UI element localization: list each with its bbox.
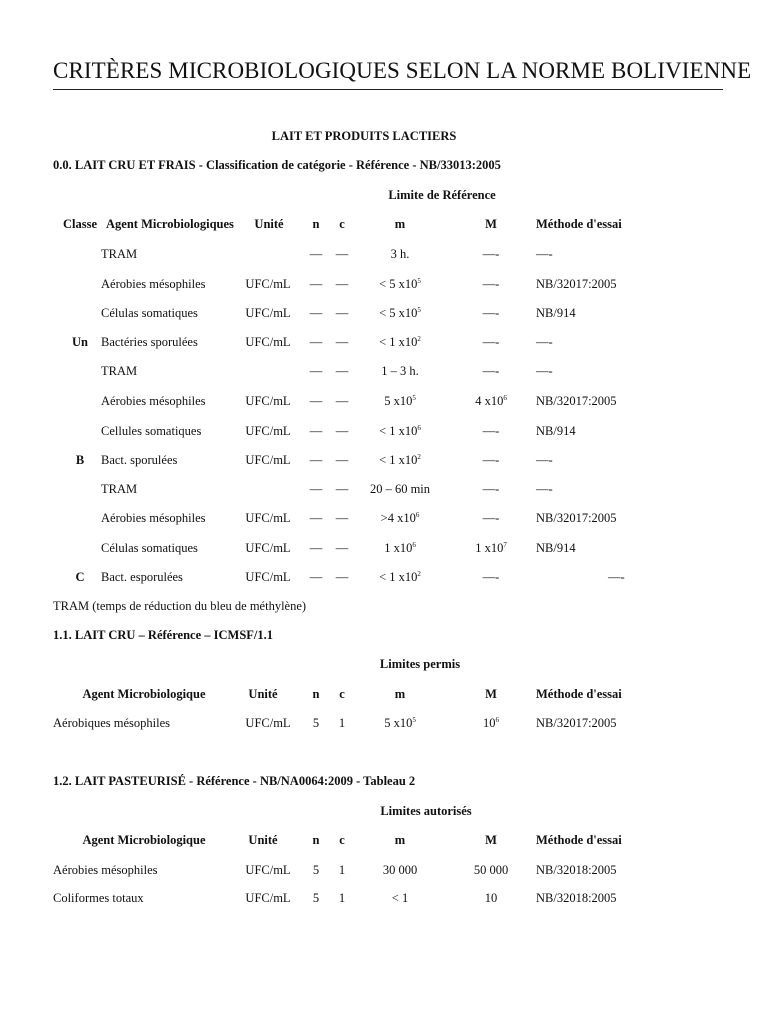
cell-M: [475, 394, 507, 409]
cell-agent: [101, 306, 198, 321]
cell-M-text: 10: [484, 891, 498, 905]
cell-n: [310, 482, 323, 497]
cell-unite: [245, 541, 290, 556]
cell-n: [310, 424, 323, 439]
cell-agent-text: Aérobies mésophiles: [101, 511, 206, 525]
cell-m-text: < 5 x10: [379, 277, 418, 291]
cell-methode-text: NB/914: [536, 541, 576, 555]
cell-M-text: —-: [482, 453, 500, 467]
cell-c-text: —: [335, 394, 349, 408]
cell-c-text: 1: [338, 891, 346, 905]
cell-c-text: —: [335, 453, 349, 467]
cell-methode-text: —-: [536, 247, 553, 261]
cell-n: [310, 453, 323, 468]
cell-agent: [101, 277, 206, 292]
cell-agent: [101, 424, 201, 439]
cell-unite-text: UFC/mL: [245, 306, 291, 320]
cell-unite: [245, 335, 290, 350]
cell-m: [381, 364, 419, 379]
cell-methode: [536, 453, 553, 468]
cell-m: [379, 277, 421, 292]
cell-c: [336, 511, 349, 526]
s1-col-M: M: [485, 687, 497, 701]
cell-M-exponent: 6: [503, 394, 507, 402]
cell-agent: [101, 482, 137, 497]
cell-c: [336, 424, 349, 439]
cell-c: [336, 335, 349, 350]
cell-unite-text: UFC/mL: [245, 424, 291, 438]
cell-agent-text: Bactéries sporulées: [101, 335, 198, 349]
cell-agent: [101, 364, 137, 379]
cell-c: [339, 891, 345, 906]
cell-m: [391, 247, 410, 262]
s0-footnote: TRAM (temps de réduction du bleu de méthylène): [53, 599, 307, 613]
cell-c: [339, 863, 345, 878]
cell-m-exponent: 2: [417, 335, 421, 343]
cell-methode-text: —-: [608, 570, 625, 584]
cell-M-exponent: 6: [495, 716, 499, 724]
cell-methode: [536, 863, 617, 878]
cell-unite-text: UFC/mL: [245, 277, 291, 291]
cell-agent-text: Bact. sporulées: [101, 453, 178, 467]
cell-n: [310, 541, 323, 556]
cell-methode-text: —-: [536, 453, 553, 467]
s1-col-unite: Unité: [248, 687, 278, 701]
cell-m: [379, 453, 421, 468]
page-title: CRITÈRES MICROBIOLOGIQUES SELON LA NORME BOLIVIENNE: [53, 58, 752, 83]
cell-agent-text: Bact. esporulées: [101, 570, 183, 584]
cell-M-text: —-: [482, 424, 500, 438]
cell-agent: [101, 511, 206, 526]
cell-unite: [245, 424, 290, 439]
cell-unite: [245, 716, 290, 731]
cell-methode-text: —-: [536, 335, 553, 349]
cell-unite-text: UFC/mL: [245, 541, 291, 555]
cell-n-text: 5: [312, 863, 320, 877]
cell-methode: [536, 277, 617, 292]
s0-limit-header: Limite de Référence: [388, 188, 496, 202]
cell-M: [483, 247, 500, 262]
cell-m-text: 1 x10: [384, 541, 413, 555]
cell-m-exponent: 6: [412, 541, 416, 549]
s2-col-m: m: [394, 833, 406, 847]
cell-M: [483, 570, 500, 585]
cell-unite-text: UFC/mL: [245, 511, 291, 525]
cell-m-text: 30 000: [382, 863, 418, 877]
cell-n-text: —: [309, 247, 323, 261]
s2-col-methode: Méthode d'essai: [536, 833, 622, 847]
cell-agent: [53, 716, 170, 731]
cell-methode-text: NB/32017:2005: [536, 511, 617, 525]
cell-methode-text: NB/914: [536, 424, 576, 438]
s2-col-n: n: [312, 833, 320, 847]
cell-M: [485, 891, 498, 906]
cell-n: [310, 570, 323, 585]
cell-n-text: —: [309, 335, 323, 349]
cell-methode: [536, 364, 553, 379]
s1-col-agent: Agent Microbiologique: [82, 687, 206, 701]
cell-M-text: 1 x10: [475, 541, 504, 555]
cell-unite: [245, 453, 290, 468]
cell-c-text: —: [335, 335, 349, 349]
cell-M-text: —-: [482, 247, 500, 261]
cell-unite-text: UFC/mL: [245, 716, 291, 730]
cell-M-text: 10: [483, 716, 496, 730]
cell-classe: [75, 570, 84, 585]
cell-methode: [536, 247, 553, 262]
cell-M-text: 4 x10: [475, 394, 504, 408]
cell-m-text: 3 h.: [390, 247, 410, 261]
cell-unite-text: UFC/mL: [245, 891, 291, 905]
cell-methode: [536, 394, 617, 409]
cell-m: [370, 482, 430, 497]
cell-unite-text: UFC/mL: [245, 570, 291, 584]
cell-c-text: —: [335, 482, 349, 496]
cell-M-text: —-: [482, 277, 500, 291]
s1-col-methode: Méthode d'essai: [536, 687, 622, 701]
cell-c: [336, 394, 349, 409]
cell-m: [381, 511, 420, 526]
cell-methode-text: NB/32017:2005: [536, 716, 617, 730]
cell-M: [483, 306, 500, 321]
s2-col-c: c: [339, 833, 345, 847]
cell-methode: [536, 335, 553, 350]
cell-agent: [101, 335, 198, 350]
cell-M: [474, 863, 508, 878]
cell-m: [384, 394, 416, 409]
cell-c: [336, 541, 349, 556]
s2-heading: 1.2. LAIT PASTEURISÉ - Référence - NB/NA0064:2009 - Tableau 2: [53, 774, 416, 788]
cell-classe: [72, 335, 88, 350]
cell-classe-text: Un: [72, 335, 88, 349]
cell-m-text: < 1: [391, 891, 409, 905]
cell-n-text: —: [309, 453, 323, 467]
cell-methode: [536, 482, 553, 497]
cell-c-text: —: [335, 424, 349, 438]
s0-col-m: m: [394, 217, 406, 231]
cell-agent-text: Aérobiques mésophiles: [53, 716, 170, 730]
section-title: LAIT ET PRODUITS LACTIERS: [271, 129, 457, 143]
s2-col-agent: Agent Microbiologique: [82, 833, 206, 847]
cell-c-text: —: [335, 570, 349, 584]
cell-n-text: 5: [312, 891, 320, 905]
cell-unite: [245, 863, 290, 878]
cell-n-text: —: [309, 394, 323, 408]
cell-n: [310, 335, 323, 350]
s0-heading: 0.0. LAIT CRU ET FRAIS - Classification de catégorie - Référence - NB/33013:2005: [53, 158, 501, 172]
cell-m-exponent: 5: [417, 306, 421, 314]
cell-n-text: 5: [312, 716, 320, 730]
cell-M-text: —-: [482, 482, 500, 496]
cell-classe-text: C: [75, 570, 85, 584]
cell-m: [379, 306, 421, 321]
s1-heading: 1.1. LAIT CRU – Référence – ICMSF/1.1: [53, 628, 274, 642]
cell-unite: [245, 306, 290, 321]
s0-col-c: c: [339, 217, 345, 231]
cell-n-text: —: [309, 482, 323, 496]
s1-col-m: m: [394, 687, 406, 701]
s1-limit-header: Limites permis: [379, 657, 461, 671]
cell-c-text: —: [335, 364, 349, 378]
cell-unite-text: UFC/mL: [245, 335, 291, 349]
cell-methode-text: —-: [536, 364, 553, 378]
cell-m-text: 20 – 60 min: [369, 482, 431, 496]
cell-methode-text: NB/914: [536, 306, 576, 320]
cell-n: [310, 247, 323, 262]
cell-agent-text: TRAM: [101, 364, 138, 378]
cell-M-text: —-: [482, 306, 500, 320]
cell-unite: [245, 394, 290, 409]
cell-methode: [536, 541, 576, 556]
cell-M-exponent: 7: [503, 541, 507, 549]
cell-agent: [53, 891, 144, 906]
cell-agent-text: Células somatiques: [101, 541, 198, 555]
cell-unite: [245, 891, 290, 906]
cell-n: [313, 863, 319, 878]
cell-m-text: 1 – 3 h.: [381, 364, 419, 378]
cell-m-exponent: 2: [417, 453, 421, 461]
cell-m-exponent: 5: [412, 716, 416, 724]
cell-n: [313, 716, 319, 731]
cell-c-text: 1: [338, 716, 346, 730]
cell-M: [483, 335, 500, 350]
cell-c-text: —: [335, 306, 349, 320]
cell-n-text: —: [309, 277, 323, 291]
cell-M: [483, 482, 500, 497]
cell-m-exponent: 6: [415, 511, 420, 519]
cell-methode-text: NB/32017:2005: [536, 394, 617, 408]
cell-c-text: —: [335, 541, 349, 555]
cell-agent-text: Aérobies mésophiles: [101, 277, 206, 291]
cell-n: [310, 277, 323, 292]
cell-methode-text: NB/32018:2005: [536, 863, 617, 877]
s0-col-classe: Classe: [62, 217, 98, 231]
cell-n-text: —: [309, 306, 323, 320]
cell-m-text: < 5 x10: [379, 306, 418, 320]
cell-M-text: —-: [482, 364, 500, 378]
cell-n-text: —: [309, 424, 323, 438]
cell-methode: [536, 891, 617, 906]
cell-agent-text: TRAM: [101, 247, 138, 261]
cell-agent-text: Aérobies mésophiles: [101, 394, 206, 408]
cell-methode: [536, 306, 576, 321]
cell-agent: [101, 570, 183, 585]
cell-m: [379, 424, 421, 439]
cell-m-text: 5 x10: [384, 716, 413, 730]
cell-m: [383, 863, 417, 878]
cell-classe-text: B: [75, 453, 85, 467]
cell-M: [475, 541, 507, 556]
s2-limit-header: Limites autorisés: [380, 804, 472, 818]
cell-agent: [101, 541, 198, 556]
cell-n: [313, 891, 319, 906]
s0-col-methode: Méthode d'essai: [536, 217, 622, 231]
cell-methode: [536, 424, 576, 439]
cell-m-text: < 1 x10: [379, 335, 418, 349]
cell-M: [483, 716, 499, 731]
cell-c: [336, 277, 349, 292]
cell-M: [483, 424, 500, 439]
cell-agent-text: Cellules somatiques: [101, 424, 202, 438]
cell-agent-text: Coliformes totaux: [53, 891, 144, 905]
cell-n-text: —: [309, 511, 323, 525]
cell-n-text: —: [309, 541, 323, 555]
cell-M: [483, 277, 500, 292]
s0-col-n: n: [312, 217, 320, 231]
cell-m-text: < 1 x10: [379, 570, 418, 584]
cell-agent-text: Aérobies mésophiles: [53, 863, 158, 877]
cell-unite-text: UFC/mL: [245, 453, 291, 467]
cell-unite: [245, 570, 290, 585]
cell-c: [336, 364, 349, 379]
cell-c-text: 1: [338, 863, 346, 877]
cell-m: [379, 335, 421, 350]
cell-n: [310, 306, 323, 321]
cell-M: [483, 364, 500, 379]
cell-agent-text: TRAM: [101, 482, 138, 496]
cell-c: [336, 482, 349, 497]
cell-c-text: —: [335, 277, 349, 291]
s1-col-n: n: [312, 687, 320, 701]
cell-m-text: < 1 x10: [379, 453, 418, 467]
cell-n: [310, 394, 323, 409]
cell-agent: [101, 453, 177, 468]
cell-m-exponent: 6: [417, 424, 421, 432]
cell-n: [310, 511, 323, 526]
s1-col-c: c: [339, 687, 345, 701]
cell-methode: [536, 511, 617, 526]
cell-c: [336, 453, 349, 468]
s0-col-agent: Agent Microbiologiques: [106, 217, 234, 231]
cell-m: [392, 891, 408, 906]
cell-M-text: —-: [482, 511, 500, 525]
cell-agent-text: Células somatiques: [101, 306, 198, 320]
cell-unite-text: UFC/mL: [245, 394, 291, 408]
s2-col-unite: Unité: [248, 833, 278, 847]
cell-unite-text: UFC/mL: [245, 863, 291, 877]
cell-unite: [245, 511, 290, 526]
cell-agent: [101, 247, 137, 262]
cell-m: [379, 570, 421, 585]
cell-methode-text: NB/32017:2005: [536, 277, 617, 291]
cell-m-text: >4 x10: [380, 511, 416, 525]
cell-n: [310, 364, 323, 379]
cell-m-exponent: 5: [412, 394, 416, 402]
cell-m-exponent: 5: [417, 277, 421, 285]
cell-methode: [608, 570, 625, 585]
s0-col-M: M: [485, 217, 497, 231]
cell-m-text: < 1 x10: [379, 424, 418, 438]
cell-M-text: —-: [482, 570, 500, 584]
cell-c: [336, 247, 349, 262]
cell-c-text: —: [335, 511, 349, 525]
cell-classe: [76, 453, 84, 468]
title-underline: [53, 89, 723, 90]
cell-methode-text: NB/32018:2005: [536, 891, 617, 905]
s0-col-unite: Unité: [254, 217, 284, 231]
cell-m-text: 5 x10: [384, 394, 413, 408]
cell-M: [483, 453, 500, 468]
cell-m: [384, 541, 416, 556]
cell-agent: [101, 394, 206, 409]
cell-M-text: —-: [482, 335, 500, 349]
cell-M-text: 50 000: [473, 863, 509, 877]
s2-col-M: M: [485, 833, 497, 847]
cell-m: [384, 716, 416, 731]
cell-methode: [536, 716, 617, 731]
cell-agent: [53, 863, 158, 878]
cell-methode-text: —-: [536, 482, 553, 496]
cell-unite: [245, 277, 290, 292]
cell-m-exponent: 2: [417, 570, 421, 578]
cell-c-text: —: [335, 247, 349, 261]
cell-c: [336, 306, 349, 321]
cell-c: [336, 570, 349, 585]
cell-n-text: —: [309, 364, 323, 378]
cell-c: [339, 716, 345, 731]
cell-n-text: —: [309, 570, 323, 584]
cell-M: [483, 511, 500, 526]
